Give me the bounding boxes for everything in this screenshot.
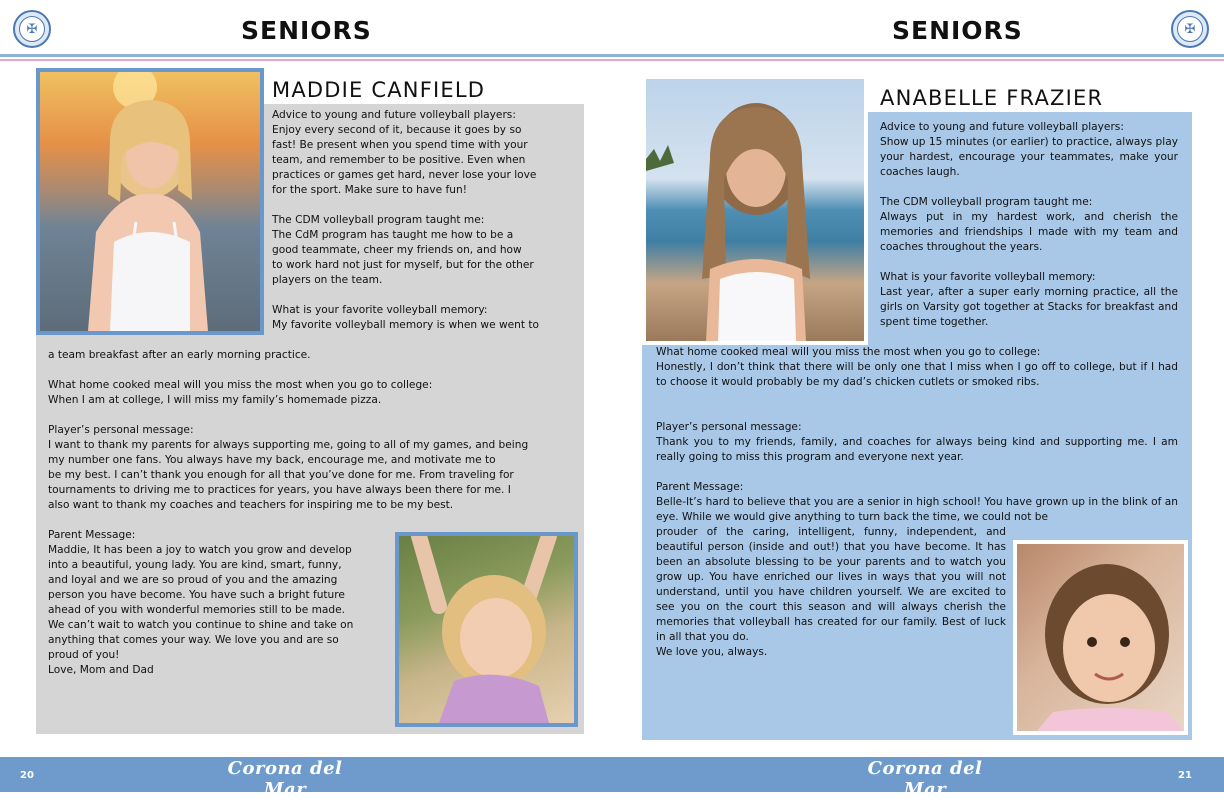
page-title-right: SENIORS <box>892 16 1023 45</box>
senior-photo-maddie <box>36 68 264 335</box>
answer-line: ahead of you with wonderful memories still to be made. <box>48 604 346 616</box>
answer-line: anything that comes your way. We love you and are so <box>48 634 339 646</box>
question: Parent Message: <box>656 481 744 493</box>
answer-line: The CdM program has taught me how to be a <box>272 229 514 241</box>
question: What is your favorite volleyball memory: <box>880 271 1096 283</box>
cdm-crest-icon: ✠ <box>1171 10 1209 48</box>
answer-line: players on the team. <box>272 274 383 286</box>
header-rule-pink-left <box>0 59 612 61</box>
answer-line: When I am at college, I will miss my family’s homemade pizza. <box>48 394 382 406</box>
answer: Always put in my hardest work, and cherish the memories and friendships I made with my team and coaches throughout the years. <box>880 211 1178 253</box>
childhood-photo-anabelle <box>1013 540 1188 735</box>
cdm-crest-icon: ✠ <box>13 10 51 48</box>
answer-line: We can’t wait to watch you continue to shine and take on <box>48 619 354 631</box>
answer-line: proud of you! <box>48 649 120 661</box>
answer-line: Love, Mom and Dad <box>48 664 154 676</box>
footer-bar <box>0 757 1224 792</box>
answer-line: My favorite volleyball memory is when we went to <box>272 319 540 331</box>
right-parent-text <box>656 525 1006 660</box>
header-rule-blue-left <box>0 54 612 57</box>
question: What is your favorite volleyball memory: <box>272 304 488 316</box>
answer-line: tournaments to driving me to practices for years, you have always been there for me. I <box>48 484 511 496</box>
brand-name: Corona del Mar <box>227 758 343 800</box>
answer-line: fast! Be present when you spend time with your <box>272 139 528 151</box>
answer-line: Enjoy every second of it, because it goes by so <box>272 124 522 136</box>
senior-name-left: MADDIE CANFIELD <box>272 78 486 102</box>
question: The CDM volleyball program taught me: <box>880 196 1093 208</box>
answer-line: Maddie, It has been a joy to watch you grow and develop <box>48 544 352 556</box>
answer-line: and loyal and we are so proud of you and the amazing <box>48 574 338 586</box>
answer: Belle-It’s hard to believe that you are a senior in high school! You have grown up in the blink of an eye. While we would give anything to turn back the time, we could not be <box>656 496 1178 523</box>
question: Player’s personal message: <box>48 424 194 436</box>
right-lower-text <box>656 345 1178 525</box>
answer-line: team, and remember to be positive. Even when <box>272 154 526 166</box>
answer: Thank you to my friends, family, and coaches for always being kind and supporting me. I am really going to miss this program and everyone next year. <box>656 436 1178 463</box>
brand-name: Corona del Mar <box>867 758 983 800</box>
answer-line: person you have become. You have such a bright future <box>48 589 345 601</box>
right-upper-text <box>880 120 1178 330</box>
answer-line: my number one fans. You always have my back, encourage me, and motivate me to <box>48 454 496 466</box>
answer-line: good teammate, cheer my friends on, and how <box>272 244 522 256</box>
childhood-photo-maddie <box>395 532 578 727</box>
answer-line: I want to thank my parents for always supporting me, going to all of my games, and being <box>48 439 529 451</box>
header-rule-blue-right <box>612 54 1224 57</box>
header-rule-pink-right <box>612 59 1224 61</box>
answer-line: a team breakfast after an early morning practice. <box>48 349 311 361</box>
answer: Last year, after a super early morning practice, all the girls on Varsity got together at Stacks for breakfast and spent time together. <box>880 286 1178 328</box>
answer-line: for the sport. Make sure to have fun! <box>272 184 467 196</box>
brand-sub: VOLLEYBALL <box>892 800 958 806</box>
question: Advice to young and future volleyball players: <box>880 121 1124 133</box>
question: What home cooked meal will you miss the most when you go to college: <box>656 346 1041 358</box>
page-number-left: 20 <box>20 770 34 781</box>
left-upper-text <box>272 108 572 333</box>
answer-line: be my best. I can’t thank you enough for all that you’ve done for me. From traveling for <box>48 469 514 481</box>
question: What home cooked meal will you miss the most when you go to college: <box>48 379 433 391</box>
senior-name-right: ANABELLE FRAZIER <box>880 86 1104 110</box>
brand-logo-left <box>222 758 348 806</box>
answer-line: We love you, always. <box>656 646 768 658</box>
brand-sub: VOLLEYBALL <box>252 800 318 806</box>
question: Parent Message: <box>48 529 136 541</box>
page-number-right: 21 <box>1178 770 1192 781</box>
question: The CDM volleyball program taught me: <box>272 214 485 226</box>
question: Player’s personal message: <box>656 421 802 433</box>
brand-logo-right <box>862 758 988 806</box>
answer-line: also want to thank my coaches and teachers for inspiring me to be my best. <box>48 499 454 511</box>
answer: Honestly, I don’t think that there will be only one that I miss when I go off to college, but if I had to choose it would probably be my dad’s chicken cutlets or smoked ribs. <box>656 361 1178 388</box>
answer: prouder of the caring, intelligent, funny, independent, and beautiful person (inside and out!) that you have become. It has been an absolute blessing to be your parents and to watch you grow up. You have enriched our lives in ways that you will not understand, until you have children yourself. We are excited to see you on the court this season and will always cherish the memories that volleyball has created for our family. Best of luck in all that you do. <box>656 526 1006 643</box>
answer-line: to work hard not just for myself, but for the other <box>272 259 534 271</box>
answer-line: practices or games get hard, never lose your love <box>272 169 537 181</box>
question: Advice to young and future volleyball players: <box>272 109 516 121</box>
answer: Show up 15 minutes (or earlier) to practice, always play your hardest, encourage your teammates, make your coaches laugh. <box>880 136 1178 178</box>
page-title-left: SENIORS <box>241 16 372 45</box>
senior-photo-anabelle <box>642 75 868 345</box>
answer-line: into a beautiful, young lady. You are kind, smart, funny, <box>48 559 342 571</box>
